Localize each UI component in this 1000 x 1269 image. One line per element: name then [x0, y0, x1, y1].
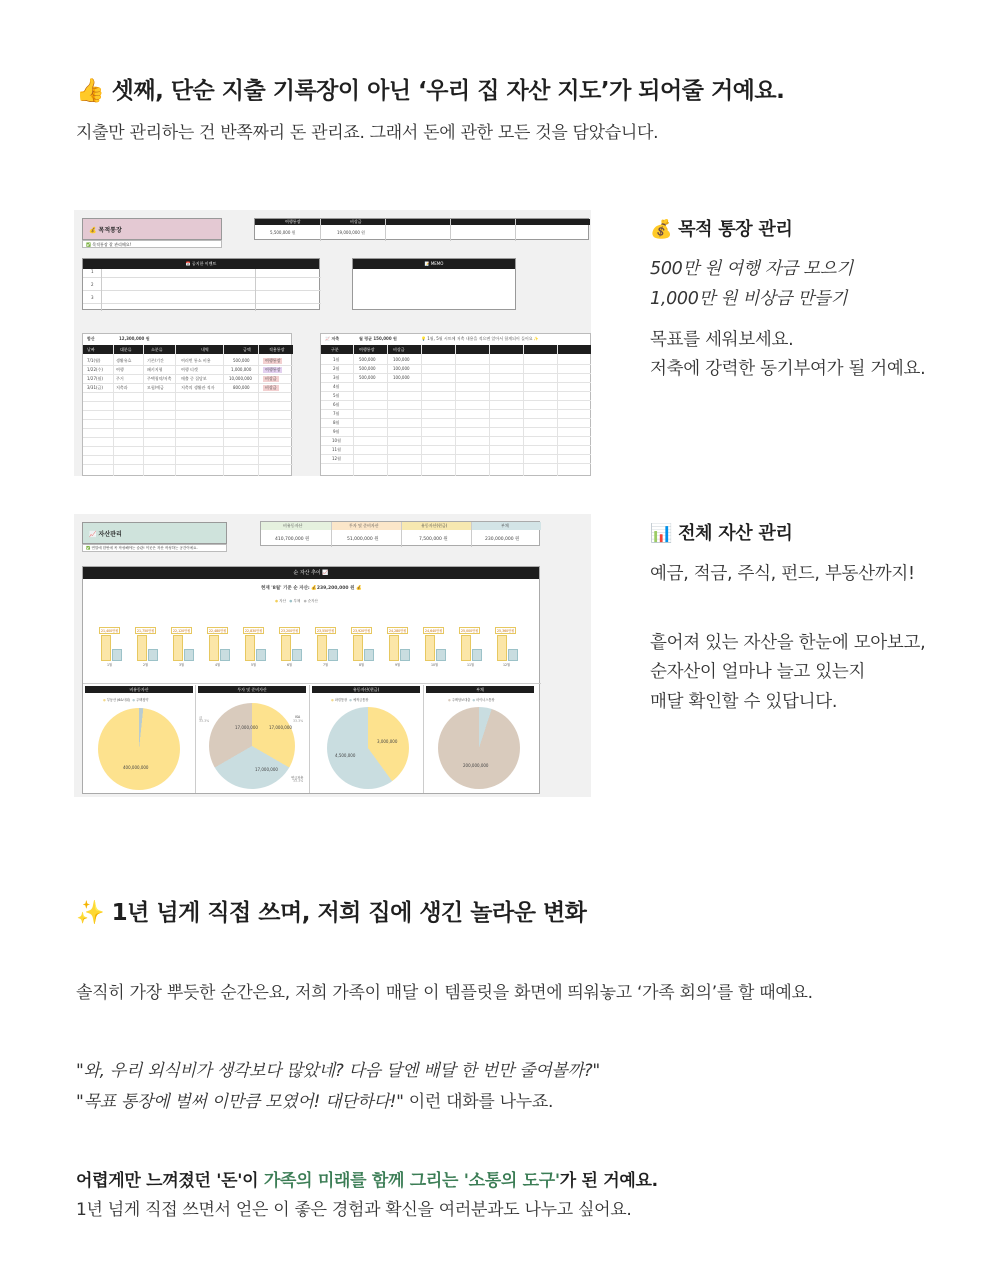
quote-goal-tail: 이런 대화를 나누죠.	[403, 1092, 554, 1112]
asset-category-summary: 비유동자산 투자 및 준비자산 유동자산(현금) 부채 410,700,000 원 51,000,000 원 7,500,000 원 230,000,000 원	[260, 521, 540, 546]
bar-group	[457, 627, 487, 667]
bar-label: 25,000만원	[461, 629, 479, 633]
bar-label: 23,550만원	[317, 629, 335, 633]
asset-bar	[209, 635, 219, 661]
debt-bar	[184, 649, 194, 661]
quote-goal: "목표 통장에 벌써 이만큼 모였어! 대단하다!"	[76, 1092, 404, 1112]
month-label: 2월	[143, 663, 149, 667]
sparkles-icon: ✨	[76, 900, 105, 926]
bar-group	[277, 627, 307, 667]
net-asset-bar-chart	[97, 627, 527, 667]
debt-bar	[112, 649, 122, 661]
closing-highlight: 가족의 미래를 함께 그리는 '소통의 도구'	[263, 1171, 560, 1191]
asset-line-types: 예금, 적금, 주식, 펀드, 부동산까지!	[650, 564, 915, 584]
section-heading-assets-map	[76, 72, 784, 105]
bar-group	[205, 627, 235, 667]
month-label: 3월	[179, 663, 185, 667]
bar-label: 23,200만원	[281, 629, 299, 633]
asset-line-growth: 순자산이 얼마나 늘고 있는지	[650, 662, 866, 682]
pie3-legend: ● 파킹통장 ● 예적금통장	[331, 698, 369, 702]
debt-bar	[220, 649, 230, 661]
debt-bar	[436, 649, 446, 661]
purpose-account-sheet-image	[74, 210, 591, 476]
chart-subtitle: 현재 '8월' 기준 순 자산: 💰239,200,000 원 💰	[261, 586, 362, 591]
pie-non-liquid	[97, 707, 181, 791]
debt-bar	[508, 649, 518, 661]
asset-bar	[245, 635, 255, 661]
asset-bar	[389, 635, 399, 661]
bar-group	[97, 627, 127, 667]
debt-bar	[256, 649, 266, 661]
bar-label: 25,360만원	[497, 629, 515, 633]
month-label: 8월	[359, 663, 365, 667]
pie4-legend: ● 주택담보대출 ● 마이너스통장	[448, 698, 495, 702]
bar-label: 22,830만원	[245, 629, 263, 633]
asset-bar	[137, 635, 147, 661]
asset-bar	[353, 635, 363, 661]
summary-table: 여행통장 비상금 5,500,000 원 19,000,000 원	[254, 218, 589, 240]
asset-bar	[497, 635, 507, 661]
bar-label: 21,750만원	[137, 629, 155, 633]
month-label: 4월	[215, 663, 221, 667]
bar-group	[493, 627, 523, 667]
sheet2-note: ✅ 연말에 한번에 꼭 작성해야는 습관! 이곳은 자산 작성하는 공간이에요.	[82, 544, 227, 552]
asset-bar	[173, 635, 183, 661]
asset-bar	[281, 635, 291, 661]
pie-investment	[209, 703, 295, 789]
transfer-table: 합산 12,300,000 원 날짜 대분류 소분류 내역 금액 적용통장 7/1(월) 생활유효 기존/기간 여러번 통소 비용 500,000 여행통장 1/22(수) 여행 패키지형 여행 티켓 1,000,000 여행통장 1/27(월) 주거 주택청약/저축 매출 중 집담보 10,000,000 비상금 3/31(금) 저축과 모험/예금 저축의 생활관 적자 800,000 비상금	[82, 333, 292, 476]
bar-label: 24,640만원	[425, 629, 443, 633]
section-heading-changes	[76, 894, 586, 927]
family-meeting-paragraph: 솔직히 가장 뿌듯한 순간은요, 저희 가족이 매달 이 템플릿을 화면에 띄워놓고 ‘가족 회의’를 할 때예요.	[76, 983, 813, 1003]
bar-group	[241, 627, 271, 667]
month-label: 10월	[431, 663, 439, 667]
purpose-line-motivation: 저축에 강력한 동기부여가 될 거예요.	[650, 359, 926, 379]
purpose-line-travel: 500만 원 여행 자금 모으기	[650, 259, 853, 279]
section-subtext: 지출만 관리하는 건 반쪽짜리 돈 관리죠. 그래서 돈에 관한 모든 것을 담았습니다.	[76, 123, 659, 143]
asset-management-sheet-image	[74, 514, 591, 797]
bar-group	[349, 627, 379, 667]
purpose-account-heading: 💰 목적 통장 관리	[650, 219, 793, 240]
events-box: 📅 공지한 이벤트 1 2 3	[82, 258, 320, 310]
chart-title: 순 자산 추이 📈	[83, 567, 539, 579]
purpose-line-goal: 목표를 세워보세요.	[650, 330, 794, 350]
debt-bar	[400, 649, 410, 661]
month-label: 1월	[107, 663, 113, 667]
quote-delivery: "와, 우리 외식비가 생각보다 많았네? 다음 달엔 배달 한 번만 줄여볼까?"	[76, 1061, 600, 1081]
pie-debt	[438, 707, 520, 789]
section-heading-text: 셋째, 단순 지출 기록장이 아닌 ‘우리 집 자산 지도’가 되어줄 거예요.	[111, 78, 785, 104]
pie-liquid	[327, 707, 409, 789]
month-label: 12월	[503, 663, 511, 667]
purpose-line-emergency: 1,000만 원 비상금 만들기	[650, 289, 848, 309]
debt-bar	[472, 649, 482, 661]
closing-statement: 어렵게만 느껴졌던 '돈'이 가족의 미래를 함께 그리는 '소통의 도구'가 된 거예요.	[76, 1171, 658, 1191]
debt-bar	[364, 649, 374, 661]
bar-label: 21,400만원	[101, 629, 119, 633]
bar-label: 24,280만원	[389, 629, 407, 633]
month-label: 7월	[323, 663, 329, 667]
month-label: 6월	[287, 663, 293, 667]
asset-bar	[425, 635, 435, 661]
debt-bar	[292, 649, 302, 661]
bar-group	[313, 627, 343, 667]
asset-bar	[317, 635, 327, 661]
pie1-legend: ● 부동산 (6&사워) ● 주택청약	[103, 698, 149, 702]
bar-group	[169, 627, 199, 667]
closing-share: 1년 넘게 직접 쓰면서 얻은 이 좋은 경험과 확신을 여러분과도 나누고 싶어요.	[76, 1200, 632, 1220]
bar-label: 23,920만원	[353, 629, 371, 633]
bar-label: 22,480만원	[209, 629, 227, 633]
bar-group	[385, 627, 415, 667]
month-label: 9월	[395, 663, 401, 667]
chart-legend: ● 자산 ● 부채 ● 순자산	[275, 599, 318, 603]
bar-group	[133, 627, 163, 667]
bar-group	[421, 627, 451, 667]
sheet2-title: 📈 자산관리	[82, 522, 227, 544]
thumbs-up-icon: 👍	[76, 78, 105, 104]
asset-bar	[101, 635, 111, 661]
debt-bar	[328, 649, 338, 661]
quote-goal-line	[76, 1087, 553, 1112]
asset-bar	[461, 635, 471, 661]
memo-box: 📝 MEMO	[352, 258, 516, 310]
bar-label: 22,120만원	[173, 629, 191, 633]
savings-table: 📈 저축 월 평균 150,000 원 💡 1월, 5월 시트에 저축 내용을 적으면 알아서 합계되어 들어요 ✨ 구분 여행통장 비상금 1월 2월 3월 4월 5월 6월 7월 8월 9월 10월 11월 12월 500,000 500,000 500,000 100,000 100,000 100,000	[320, 333, 591, 476]
sheet-note: ✅ 목적통장 잘 관리해요!	[82, 240, 222, 248]
asset-line-monthly: 매달 확인할 수 있답니다.	[650, 692, 838, 712]
sheet-title: 💰 목적통장	[82, 218, 222, 240]
asset-line-gather: 흩어져 있는 자산을 한눈에 모아보고,	[650, 633, 926, 653]
month-label: 5월	[251, 663, 257, 667]
net-asset-panel: 순 자산 추이 📈 현재 '8월' 기준 순 자산: 💰239,200,000 원 💰 ● 자산 ● 부채 ● 순자산 21,400만원 1월 21,750만원 2월 22,120만원 3월 22,480만원 4월 22,830만원 5월 23,200만원 6월 23,550만원 7월 23,920만원 8월 24,280만원 9월 24,640만원 10월 25,000만원 11월 25,360만원 12월 비유동자산 투자 및 준비자산 유동자산(현금) 부채 ● 부동산 (6&사워) ● 주택청약 ● 파킹통장 ● 예적금통장 ● 주택담보대출 ● 마이너스통장 400,000,000 17,000,000 17,000,000 17,000,000 금 33.3% ISA 33.3% 연금저축 33.3% 3,000,000 4,500,000 200,000,000	[82, 566, 540, 794]
debt-bar	[148, 649, 158, 661]
asset-management-heading: 📊 전체 자산 관리	[650, 523, 793, 544]
month-label: 11월	[467, 663, 475, 667]
section-heading-text: 1년 넘게 직접 쓰며, 저희 집에 생긴 놀라운 변화	[111, 900, 587, 926]
